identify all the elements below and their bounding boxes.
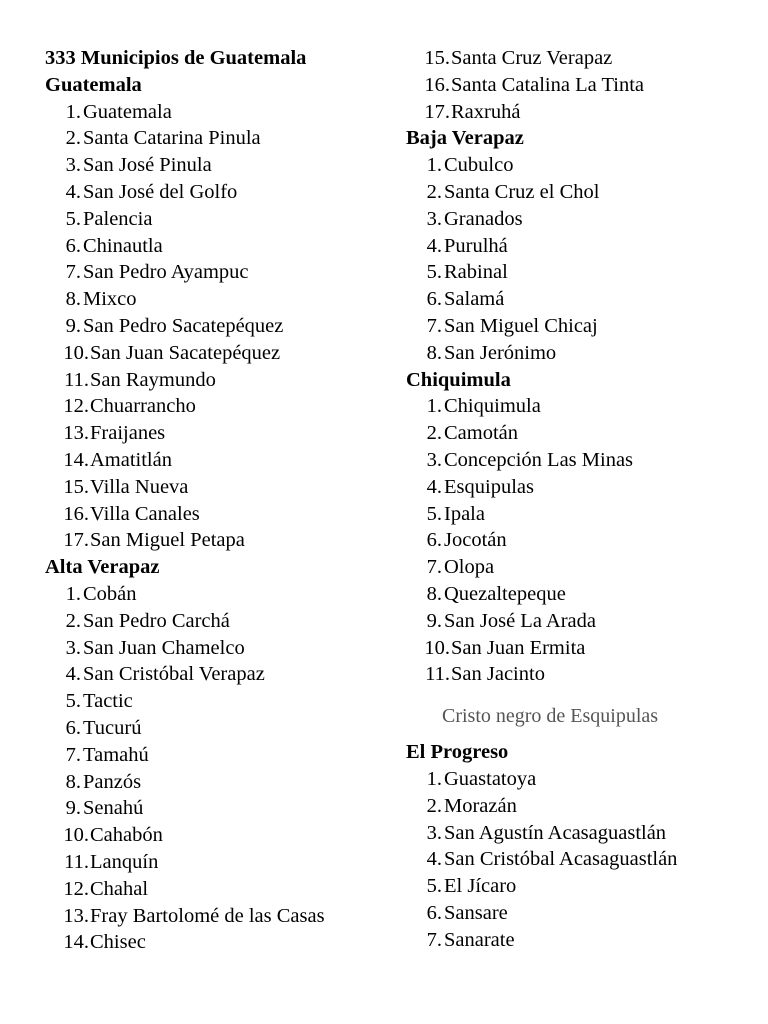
list-number: 3. — [65, 154, 81, 177]
municipio-name: Tactic — [83, 690, 133, 713]
list-item — [45, 313, 395, 340]
list-item — [45, 233, 395, 260]
list-item — [406, 661, 756, 688]
list-item — [406, 447, 756, 474]
municipio-name: Chuarrancho — [90, 395, 196, 418]
municipio-name: Fraijanes — [90, 422, 166, 445]
municipio-name: Chisec — [90, 931, 146, 954]
list-item — [406, 179, 756, 206]
list-item — [406, 608, 756, 635]
list-number: 5. — [426, 502, 442, 525]
list-number: 4. — [426, 234, 442, 257]
list-number: 12. — [63, 877, 89, 900]
list-item — [45, 152, 395, 179]
municipio-name: San Cristóbal Acasaguastlán — [444, 848, 678, 871]
municipio-name: Olopa — [444, 556, 495, 579]
list-number: 8. — [65, 288, 81, 311]
list-item — [45, 125, 395, 152]
list-number: 7. — [426, 314, 442, 337]
list-number: 5. — [65, 690, 81, 713]
list-item — [406, 340, 756, 367]
list-number: 11. — [64, 850, 89, 873]
list-number: 10. — [63, 824, 89, 847]
list-item — [406, 233, 756, 260]
list-item — [406, 45, 756, 72]
municipio-name: Sanarate — [444, 928, 515, 951]
list-item — [406, 313, 756, 340]
list-item — [45, 742, 395, 769]
municipio-name: San Miguel Petapa — [90, 529, 245, 552]
municipio-name: Granados — [444, 207, 523, 230]
department-heading-chiquimula: Chiquimula — [406, 368, 511, 391]
municipio-name: Salamá — [444, 288, 505, 311]
list-number: 3. — [426, 448, 442, 471]
list-item — [45, 393, 395, 420]
list-item — [406, 501, 756, 528]
municipio-name: Villa Nueva — [90, 475, 189, 498]
municipio-name: Guastatoya — [444, 767, 537, 790]
municipio-name: Ipala — [444, 502, 485, 525]
department-heading-el-progreso: El Progreso — [406, 741, 509, 764]
list-number: 1. — [426, 154, 442, 177]
list-item — [45, 929, 395, 956]
list-item — [406, 99, 756, 126]
list-item — [406, 873, 756, 900]
list-number: 1. — [426, 395, 442, 418]
list-number: 2. — [426, 180, 442, 203]
list-number: 16. — [63, 502, 89, 525]
list-number: 1. — [65, 100, 81, 123]
municipio-name: San Miguel Chicaj — [444, 314, 598, 337]
municipio-name: San Juan Sacatepéquez — [90, 341, 281, 364]
list-item — [45, 688, 395, 715]
list-item — [406, 554, 756, 581]
list-item — [406, 259, 756, 286]
list-item — [45, 715, 395, 742]
municipio-name: San Pedro Ayampuc — [83, 261, 249, 284]
municipio-name: Purulhá — [444, 234, 508, 257]
municipio-name: Concepción Las Minas — [444, 448, 634, 471]
list-item — [45, 769, 395, 796]
list-item — [45, 367, 395, 394]
list-number: 9. — [65, 314, 81, 337]
list-number: 6. — [426, 529, 442, 552]
list-item — [45, 420, 395, 447]
list-item — [45, 849, 395, 876]
department-heading-guatemala: Guatemala — [45, 73, 142, 96]
list-number: 1. — [426, 767, 442, 790]
image-caption: Cristo negro de Esquipulas — [442, 705, 659, 728]
department-heading-baja-verapaz: Baja Verapaz — [406, 127, 524, 150]
list-item — [406, 846, 756, 873]
municipio-name: Morazán — [444, 794, 517, 817]
municipio-name: Sansare — [444, 901, 508, 924]
list-item — [406, 474, 756, 501]
list-number: 15. — [424, 47, 450, 69]
municipio-name: Santa Catalina La Tinta — [451, 73, 645, 96]
list-item — [406, 152, 756, 179]
list-item — [406, 927, 756, 954]
municipio-name: Senahú — [83, 797, 144, 820]
municipio-name: Cahabón — [90, 824, 163, 847]
list-item — [406, 581, 756, 608]
list-item — [45, 661, 395, 688]
municipio-name: Jocotán — [444, 529, 507, 552]
list-number: 15. — [63, 475, 89, 498]
municipio-name: Lanquín — [90, 850, 159, 873]
list-item — [406, 286, 756, 313]
municipio-name: Santa Cruz el Chol — [444, 180, 600, 203]
list-number: 9. — [426, 609, 442, 632]
list-number: 10. — [63, 341, 89, 364]
list-item — [45, 581, 395, 608]
municipio-name: San Agustín Acasaguastlán — [444, 821, 667, 844]
list-number: 6. — [426, 288, 442, 311]
list-item — [406, 393, 756, 420]
municipio-name: Quezaltepeque — [444, 582, 566, 605]
list-item — [406, 206, 756, 233]
municipio-name: Guatemala — [83, 100, 172, 123]
municipio-name: Chiquimula — [444, 395, 541, 418]
list-item — [45, 474, 395, 501]
list-number: 13. — [63, 904, 89, 927]
municipio-name: Tucurú — [83, 716, 142, 739]
list-item — [45, 340, 395, 367]
municipio-name: Cubulco — [444, 154, 514, 177]
municipio-name: San Jacinto — [451, 663, 545, 686]
list-number: 12. — [63, 395, 89, 418]
list-item — [45, 903, 395, 930]
list-number: 4. — [65, 180, 81, 203]
list-number: 2. — [426, 422, 442, 445]
list-number: 8. — [426, 341, 442, 364]
municipio-name: Mixco — [83, 288, 137, 311]
municipio-name: Panzós — [83, 770, 142, 793]
list-number: 14. — [63, 931, 89, 954]
municipio-name: San Juan Chamelco — [83, 636, 245, 659]
municipio-name: San José La Arada — [444, 609, 596, 632]
list-item — [45, 206, 395, 233]
list-item — [45, 795, 395, 822]
list-number: 5. — [426, 261, 442, 284]
list-number: 4. — [65, 663, 81, 686]
municipio-name: San Juan Ermita — [451, 636, 586, 659]
municipio-name: El Jícaro — [444, 875, 517, 898]
list-item — [45, 635, 395, 662]
municipio-name: Chinautla — [83, 234, 163, 257]
list-item — [406, 527, 756, 554]
list-number: 1. — [65, 582, 81, 605]
list-number: 11. — [425, 663, 450, 686]
list-number: 2. — [65, 609, 81, 632]
municipio-name: Camotán — [444, 422, 519, 445]
list-number: 9. — [65, 797, 81, 820]
list-number: 17. — [424, 100, 450, 123]
list-number: 10. — [424, 636, 450, 659]
list-item — [406, 820, 756, 847]
list-number: 3. — [65, 636, 81, 659]
list-number: 17. — [63, 529, 89, 552]
list-item — [45, 822, 395, 849]
list-item — [45, 501, 395, 528]
list-item — [406, 766, 756, 793]
department-heading-alta-verapaz: Alta Verapaz — [45, 556, 160, 579]
municipio-name: San José del Golfo — [83, 180, 238, 203]
municipio-name: Villa Canales — [90, 502, 200, 525]
list-number: 11. — [64, 368, 89, 391]
municipio-name: Santa Cruz Verapaz — [451, 47, 613, 69]
municipio-name: Tamahú — [83, 743, 149, 766]
list-number: 7. — [65, 743, 81, 766]
list-number: 6. — [65, 234, 81, 257]
list-number: 3. — [426, 821, 442, 844]
list-number: 7. — [65, 261, 81, 284]
municipio-name: Cobán — [83, 582, 137, 605]
list-item — [45, 527, 395, 554]
municipio-name: San Pedro Sacatepéquez — [83, 314, 284, 337]
municipio-name: San Cristóbal Verapaz — [83, 663, 265, 686]
municipio-name: Palencia — [83, 207, 153, 230]
list-item — [406, 900, 756, 927]
list-number: 7. — [426, 928, 442, 951]
list-number: 8. — [426, 582, 442, 605]
right-column — [406, 45, 756, 954]
list-number: 16. — [424, 73, 450, 96]
page-title: 333 Municipios de Guatemala — [45, 47, 307, 69]
list-item — [45, 876, 395, 903]
list-number: 6. — [426, 901, 442, 924]
list-item — [45, 608, 395, 635]
municipio-name: Esquipulas — [444, 475, 534, 498]
list-number: 6. — [65, 716, 81, 739]
list-item — [406, 72, 756, 99]
list-number: 2. — [65, 127, 81, 150]
list-item — [45, 286, 395, 313]
left-column — [45, 45, 395, 956]
list-number: 2. — [426, 794, 442, 817]
municipio-name: San Jerónimo — [444, 341, 557, 364]
list-number: 14. — [63, 448, 89, 471]
municipio-name: Amatitlán — [90, 448, 172, 471]
list-number: 5. — [65, 207, 81, 230]
list-number: 4. — [426, 475, 442, 498]
municipio-name: San Pedro Carchá — [83, 609, 230, 632]
list-item — [45, 259, 395, 286]
list-item — [45, 447, 395, 474]
list-number: 8. — [65, 770, 81, 793]
list-number: 3. — [426, 207, 442, 230]
municipio-name: Rabinal — [444, 261, 508, 284]
list-item — [45, 179, 395, 206]
municipio-name: San José Pinula — [83, 154, 212, 177]
list-number: 7. — [426, 556, 442, 579]
list-item — [406, 793, 756, 820]
municipio-name: Raxruhá — [451, 100, 521, 123]
list-item — [406, 635, 756, 662]
municipio-name: Santa Catarina Pinula — [83, 127, 261, 150]
list-item — [45, 99, 395, 126]
municipio-name: Fray Bartolomé de las Casas — [90, 904, 325, 927]
list-item — [406, 420, 756, 447]
municipio-name: Chahal — [90, 877, 149, 900]
list-number: 5. — [426, 875, 442, 898]
list-number: 13. — [63, 422, 89, 445]
list-number: 4. — [426, 848, 442, 871]
municipio-name: San Raymundo — [90, 368, 216, 391]
